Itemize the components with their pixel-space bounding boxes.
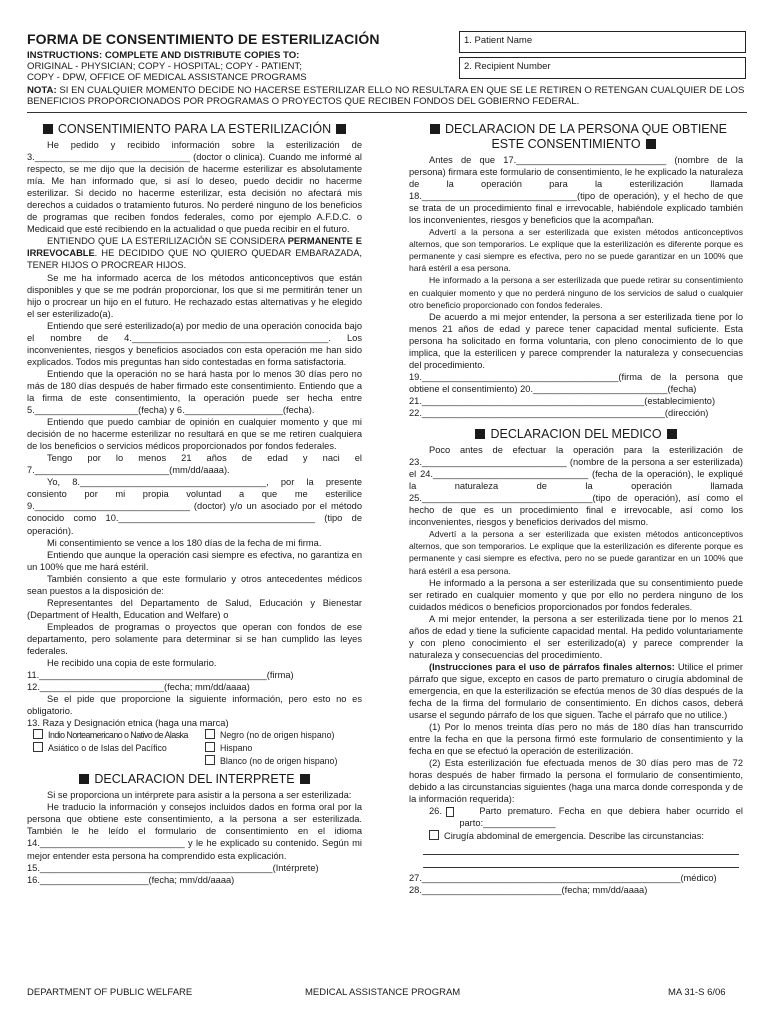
checkbox[interactable] (33, 729, 43, 739)
form-title: FORMA DE CONSENTIMIENTO DE ESTERILIZACIÓN (27, 31, 380, 47)
instructions (27, 50, 307, 83)
consent-paragraph: Entiendo que seré esterilizado(a) por medio de una operación conocida bajo el nombre de 4.______________________________________. Los inconvenientes, riesgos y beneficios asociados con esta operación me han sido explicados. Todos mis preguntas han sido contestadas en forma satisfactoria. (27, 320, 362, 367)
race-option[interactable]: Negro (no de origen hispano) (205, 729, 337, 742)
square-bullet-icon (667, 429, 677, 439)
recipient-number-field[interactable]: 2. Recipient Number (459, 57, 746, 79)
consent-paragraph: Se me ha informado acerca de los métodos anticonceptivos que están disponibles y que se me podrán proporcionar, los que si me permitirán tener un hijo o procrear un hijo en el futuro. He rechazado estas alternativas y he elegido el ser esterilizado(a). (27, 272, 362, 319)
checkbox[interactable] (429, 830, 439, 840)
right-column (409, 121, 743, 896)
physician-paragraph: Poco antes de efectuar la operación para la esterilización de 23.____________________________ (nombre de la persona a ser esterilizada) el 24.______________________________ (fecha de la operación), le expliqué la naturaleza de la operación llamada 25._________________________________(tipo de operación), así como el hecho de que es un procedimiento final e irrevocable, así como los inconvenientes, riesgos y beneficios derivados del mismo. (409, 445, 743, 528)
square-bullet-icon (79, 774, 89, 784)
physician-paragraph: (2) Esta esterilización fue efectuada menos de 30 días pero mas de 72 horas después de haber firmado la persona el formulario de consentimiento, debido a las circunstancias siguientes (haga una marca donde corresponda y de la información requerida): (409, 758, 743, 805)
square-bullet-icon (430, 124, 440, 134)
square-bullet-icon (43, 124, 53, 134)
interpreter-paragraph: Si se proporciona un intérprete para asistir a la persona a ser esterilizada: (47, 790, 352, 801)
emergency-surgery-option[interactable]: Cirugía abdominal de emergencia. Describe las circunstancias: (429, 830, 743, 842)
checkbox[interactable] (33, 742, 43, 752)
consent-paragraph: ENTIENDO QUE LA ESTERILIZACIÓN SE CONSIDERA PERMANENTE E IRREVOCABLE. HE DECIDIDO QUE NO QUIERO QUEDAR EMBARAZADA, TENER HIJOS O PROCREAR HIJOS. (27, 236, 362, 271)
square-bullet-icon (336, 124, 346, 134)
physician-date-line[interactable]: 28.___________________________(fecha; mm/dd/aaaa) (409, 884, 648, 895)
consent-paragraph: He pedido y recibido información sobre la esterilización de 3.______________________________ (doctor o clinica). Cuando me informé al respecto, se me dijo que la decisión de hacerme esterilizar es absolutamente mía. Me han informado que, si así lo deseo, puedo decidir no hacerme esterilizar. Si decido no hacerme esterilizar, esta decisión no afectará mis derechos a cuidados o tratamiento futuros. No perderé ninguno de los beneficios de programas que reciben fondos federales, como por ejemplo A.F.D.C. o Medicaid que esté recibiendo en la actualidad o que pueda recibir en el futuro. (27, 140, 362, 235)
patient-name-field[interactable]: 1. Patient Name (459, 31, 746, 53)
consent-paragraph: Entiendo que aunque la operación casi siempre es efectiva, no garantiza en un 100% que me hará estéril. (27, 549, 362, 572)
note-text: SI EN CUALQUIER MOMENTO DECIDE NO HACERSE ESTERILIZAR ELLO NO RESULTARA EN QUE SE LE RETIREN O RETENGAN CUALQUIER DE LOS BENEFICIOS PROPORCIONADOS POR PROGRAMAS O PROYECTOS QUE RECIBEN FONDOS DEL GOBIERNO FEDERAL. (27, 85, 745, 107)
section-heading-physician: DECLARACION DEL MEDICO (409, 427, 743, 442)
interpreter-paragraph: He traducio la información y consejos incluidos dados en forma oral por la persona que obtiene este consentimiento, a la persona a ser esterilizada. También le he leído el formulario de consentimiento en el idioma 14.____________________________ y le he explicado su contenido. Según mi mejor entender esta persona ha comprendido esta explicación. (27, 802, 362, 861)
race-option[interactable]: Hispano (205, 742, 337, 755)
obtainer-signature-line[interactable]: 19.______________________________________(firma de la persona que obtiene el consentimiento) 20.__________________________(fecha) (409, 371, 743, 394)
section-heading-interpreter: DECLARACION DEL INTERPRETE (27, 772, 362, 787)
race-options (33, 729, 362, 768)
instructions-line-1: ORIGINAL - PHYSICIAN; COPY - HOSPITAL; COPY - PATIENT; (27, 61, 302, 72)
interpreter-signature-line[interactable]: 15._____________________________________________(Intérprete) (27, 862, 319, 873)
date-line[interactable]: 12.________________________(fecha; mm/dd/aaaa) (27, 682, 250, 693)
physician-paragraph: Advertí a la persona a ser esterilizada que existen métodos anticonceptivos alternos, que son temporarios. Le explique que la esterilización es diferente porque es permanente y casi siempre es efectiva, pero no se puede garantizar en un 100% que hará estéril a esa persona. (409, 529, 743, 576)
square-bullet-icon (646, 139, 656, 149)
circumstances-line[interactable] (423, 842, 739, 855)
interpreter-date-line[interactable]: 16._____________________(fecha; mm/dd/aaaa) (27, 874, 235, 885)
consent-paragraph: He recibido una copia de este formulario. (47, 658, 217, 669)
instructions-line-2: COPY - DPW, OFFICE OF MEDICAL ASSISTANCE PROGRAMS (27, 72, 307, 83)
section-heading-consent: CONSENTIMIENTO PARA LA ESTERILIZACIÓN (27, 122, 362, 137)
race-option[interactable]: Blanco (no de origen hispano) (205, 755, 337, 768)
address-line[interactable]: 22._______________________________________________(dirección) (409, 407, 709, 418)
consent-paragraph: Tengo por lo menos 21 años de edad y naci el 7.__________________________(mm/dd/aaaa). (27, 453, 362, 476)
consent-paragraph: Se el pide que proporcione la siguiente información, pero esto no es obligatorio. (27, 694, 362, 717)
physician-signature-line[interactable]: 27.__________________________________________________(médico) (409, 872, 717, 883)
checkbox[interactable] (446, 807, 454, 817)
obtainer-paragraph: Antes de que 17._____________________________ (nombre de la persona) firmara este formulario de consentimiento, le he explicado la naturaleza de la operación para la esterilización llamada 18.______________________________(tipo de operación), y el hecho de que se trata de un procedimiento final e irrevocable, habiéndole explicado también los inconvenientes, riesgos y beneficios que la acompañan. (409, 155, 743, 226)
obtainer-paragraph: He informado a la persona a ser esterilizada que puede retirar su consentimiento en cualquier momento y que no perderá ninguno de los servicios de salud o cualquier otro beneficio proporcionado con fondos federales. (409, 275, 743, 310)
note-label: NOTA: (27, 85, 57, 96)
consent-paragraph: Empleados de programas o proyectos que operan con fondos de ese departamento, pero solamente para determinar si se han cumplido las leyes federales. (27, 621, 362, 656)
facility-line[interactable]: 21.___________________________________________(establecimiento) (409, 395, 716, 406)
square-bullet-icon (300, 774, 310, 784)
consent-paragraph: También consiento a que este formulario y otros antecedentes médicos sean puestos a la disposición de: (27, 573, 362, 596)
checkbox[interactable] (205, 729, 215, 739)
physician-paragraph: He informado a la persona a ser esterilizada que su consentimiento puede ser retirado en cualquier momento y que por ello no perdera ninguno de los cuidados médicos o beneficios proporcionados por fondos federales. (409, 577, 743, 612)
consent-paragraph: Entiendo que la operación no se hará hasta por lo menos 30 días pero no más de 180 días después de haber firmado este consentimiento. Entiendo que a la firma de este consentimiento, la operación puede ser hecha entre 5.____________________(fecha) y 6.___________________(fecha). (27, 368, 362, 416)
section-heading-obtainer: DECLARACION DE LA PERSONA QUE OBTIENE ESTE CONSENTIMIENTO (409, 122, 743, 152)
consent-paragraph: Entiendo que puedo cambiar de opinión en cualquier momento y que mi decisión de no hacerme esterilizar no resultará en que se me retiren cualquiera de los beneficios o servicios médicos proporcionados por fondos federales. (27, 417, 362, 452)
instructions-title: INSTRUCTIONS: COMPLETE AND DISTRIBUTE COPIES TO: (27, 50, 300, 61)
obtainer-paragraph: De acuerdo a mi mejor entender, la persona a ser esterilizada tiene por lo menos 21 años de edad y parece tener capacidad mental suficiente. Esta persona ha solicitado en forma voluntaria, con pleno conocimiento de lo que implica, que la esterilicen y parece comprender la naturaleza y consecuencias del procedimiento. (409, 311, 743, 370)
race-option[interactable]: Indio Norteamericano o Nativo de Alaska (33, 729, 205, 742)
note (27, 85, 747, 107)
checkbox[interactable] (205, 755, 215, 765)
square-bullet-icon (475, 429, 485, 439)
consent-paragraph: Yo, 8.____________________________________, por la presente consiento por mi propia voluntad a que me esterilice 9.______________________________ (doctor) y/o un asociado por el método conocido como 10.______________________________________ (tipo de operación). (27, 477, 362, 536)
physician-paragraph: (1) Por lo menos treinta días pero no más de 180 días han transcurrido entre la fecha en que la persona firmó este formulario de consentimiento y la fecha en que se efectuó la operación de esterilización. (409, 722, 743, 757)
race-option[interactable]: Asiático o de Islas del Pacífico (33, 742, 205, 755)
footer-program: MEDICAL ASSISTANCE PROGRAM (305, 987, 461, 998)
circumstances-line[interactable] (423, 855, 739, 868)
footer-department: DEPARTMENT OF PUBLIC WELFARE (27, 987, 193, 998)
premature-birth-option[interactable]: 26. Parto prematuro. Fecha en que debiera haber ocurrido el parto:______________ (429, 806, 743, 829)
divider (27, 112, 747, 113)
physician-paragraph: A mi mejor entender, la persona a ser esterilizada tiene por lo menos 21 años de edad y tiene la suficiente capacidad mental. Ha pedido voluntariamente y con pleno conocimiento el ser esterilizado(a) y parece comprender la naturaleza y consecuencias del procedimiento. (409, 613, 743, 660)
footer-form-number: MA 31-S 6/06 (668, 987, 726, 998)
consent-paragraph: Mi consentimiento se vence a los 180 días de la fecha de mi firma. (47, 537, 322, 548)
left-column (27, 121, 362, 886)
race-question: 13. Raza y Designación etnica (haga una marca) (27, 718, 229, 729)
physician-paragraph: (Instrucciones para el uso de párrafos finales alternos: Utilice el primer párrafo que sigue, excepto en casos de parto prematuro o cirugía abdominal de emergencia, en que la esterilización se efectúa menos de 30 días después de la fecha de la firma del formulario de consentimiento. En dichos casos, deberá usarse el segundo párrafo de los que siguen. Tache el párrafo que no utilice.) (409, 661, 743, 721)
checkbox[interactable] (205, 742, 215, 752)
signature-line[interactable]: 11.____________________________________________(firma) (27, 670, 294, 681)
obtainer-paragraph: Advertí a la persona a ser esterilizada que existen métodos anticonceptivos alternos, que son temporarios. Le explique que la esterilización es diferente porque es permanente y casi siempre es efectiva, pero no se puede garantizar en un 100% que hará estéril a esa persona. (409, 227, 743, 274)
consent-paragraph: Representantes del Departamento de Salud, Educación y Bienestar (Department of Health, Education and Welfare) o (27, 597, 362, 620)
